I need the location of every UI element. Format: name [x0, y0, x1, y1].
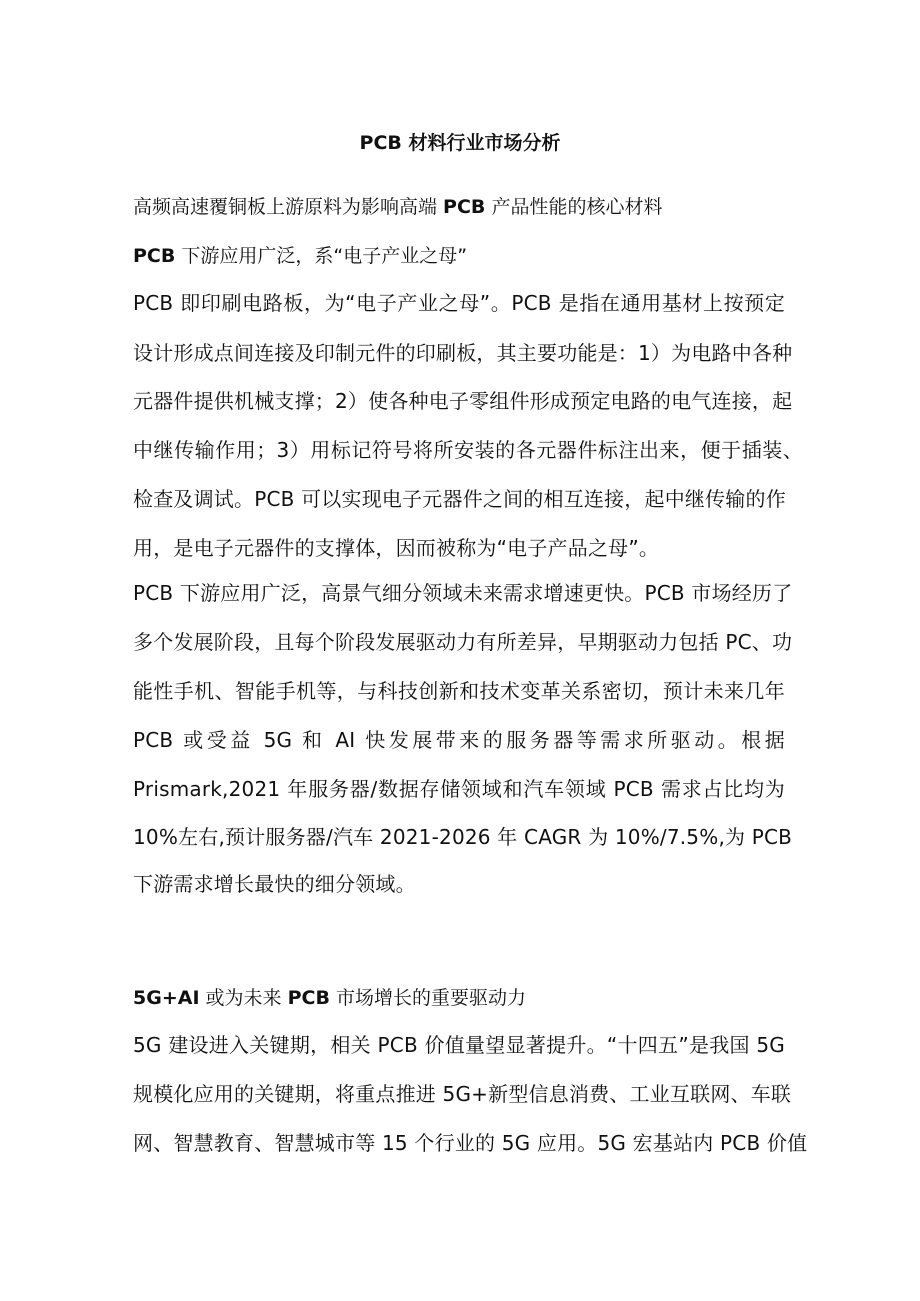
heading-text: 高频高速覆铜板上游原料为影响高端 [133, 196, 444, 218]
heading-text: 产品性能的核心材料 [485, 196, 663, 218]
heading-bold-text: PCB [133, 245, 176, 267]
paragraph-line: 用，是电子元器件的支撑体，因而被称为“电子产品之母”。 [133, 536, 660, 560]
section-heading-downstream [133, 241, 467, 271]
heading-bold-text: 5G+AI [133, 987, 200, 1009]
paragraph-line: 检查及调试。PCB 可以实现电子元器件之间的相互连接，起中继传输的作 [133, 487, 786, 511]
paragraph-line: 下游需求增长最快的细分领域。 [133, 872, 416, 896]
section-heading-5g-ai [133, 983, 526, 1013]
heading-text: 或为未来 [199, 987, 288, 1009]
paragraph-line: 中继传输作用；3）用标记符号将所安装的各元器件标注出来，便于插装、 [133, 438, 803, 462]
paragraph-line: 设计形成点间连接及印制元件的印刷板，其主要功能是：1）为电路中各种 [133, 341, 793, 365]
document-title: PCB 材料行业市场分析 [359, 132, 561, 154]
heading-bold-text: PCB [287, 987, 330, 1009]
heading-text: 下游应用广泛，系“电子产业之母” [175, 245, 468, 267]
paragraph-line: PCB 或受益 5G 和 AI 快发展带来的服务器等需求所驱动。根据 [133, 728, 785, 752]
paragraph-line: 规模化应用的关键期，将重点推进 5G+新型信息消费、工业互联网、车联 [133, 1082, 792, 1106]
heading-text: 市场增长的重要驱动力 [329, 987, 527, 1009]
paragraph-line: PCB 下游应用广泛，高景气细分领域未来需求增速更快。PCB 市场经历了 [133, 581, 793, 605]
paragraph-line: 5G 建设进入关键期，相关 PCB 价值量望显著提升。“十四五”是我国 5G [133, 1033, 785, 1057]
paragraph-line: 元器件提供机械支撑；2）使各种电子零组件形成预定电路的电气连接，起 [133, 389, 793, 413]
paragraph-line: 多个发展阶段，且每个阶段发展驱动力有所差异，早期驱动力包括 PC、功 [133, 630, 793, 654]
paragraph-line: 10%左右,预计服务器/汽车 2021-2026 年 CAGR 为 10%/7.5%,为 PCB [133, 825, 793, 849]
paragraph-line: 网、智慧教育、智慧城市等 15 个行业的 5G 应用。5G 宏基站内 PCB 价值 [133, 1131, 808, 1155]
paragraph-line: 能性手机、智能手机等，与科技创新和技术变革关系密切，预计未来几年 [133, 679, 785, 703]
section-heading-materials [133, 192, 662, 222]
heading-bold-text: PCB [443, 196, 486, 218]
paragraph-line: PCB 即印刷电路板，为“电子产业之母”。PCB 是指在通用基材上按预定 [133, 291, 785, 315]
paragraph-line: Prismark,2021 年服务器/数据存储领域和汽车领域 PCB 需求占比均为 [133, 777, 785, 801]
